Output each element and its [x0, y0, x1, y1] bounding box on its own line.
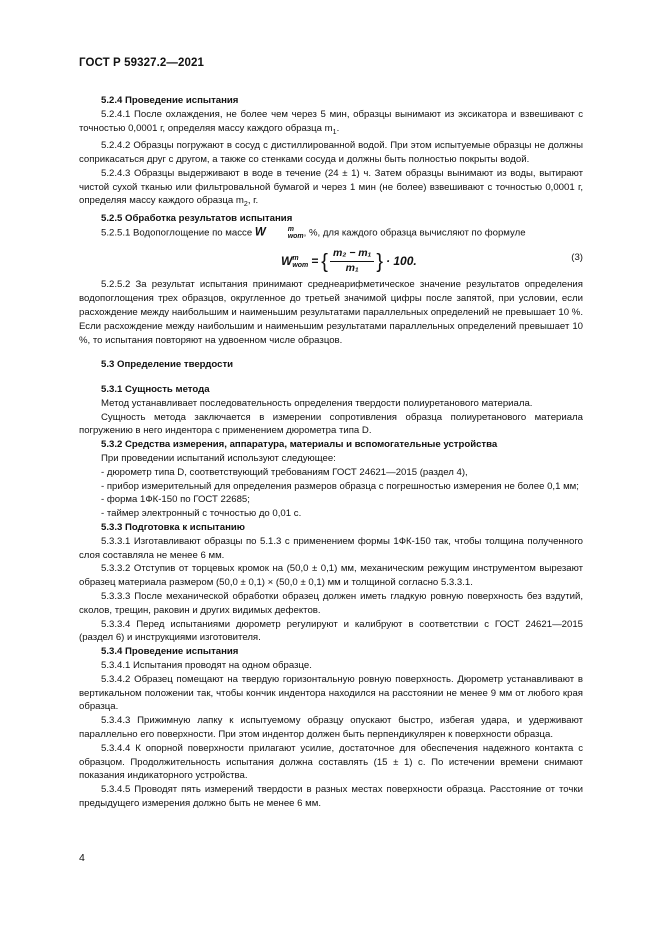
paragraph-5-2-4-1 — [79, 108, 583, 140]
list-item: - форма 1ФК-150 по ГОСТ 22685; — [101, 494, 250, 506]
document-body — [79, 94, 583, 811]
paragraph-5-3-3-2: 5.3.3.2 Отступив от торцевых кромок на (50,0 ± 0,1) мм, механическим режущим инструментом вырезают образец материала размером (50,0 ± 0,1) × (50,0 ± 0,1) мм и толщиной согласно 5.3.3.1. — [79, 563, 583, 589]
fraction-denominator: m₁ — [345, 262, 359, 275]
paragraph-5-3-4-5: 5.3.4.5 Проводят пять измерений твердости в разных местах поверхности образца. Расстояние от точки предыдущего измерения должно быть не менее 6 мм. — [79, 784, 583, 809]
formula-expression — [281, 247, 417, 276]
subscript: 1 — [332, 128, 337, 136]
paragraph-5-2-5-2: 5.2.5.2 За результат испытания принимают среднеарифметическое значение результатов определения водопоглощения трех образцов, округленное до третьей значимой цифры после запятой, при условии, если расхождение между наибольшим и наименьшим результатами параллельных определений не превышает 10 %. Если расхождение между наибольшим и наименьшим результатами параллельных определений превышает 10 %, то испытания повторяют на удвоенном числе образцов. — [79, 279, 583, 346]
paragraph-text: 5.2.4.1 После охлаждения, не более чем через 5 мин, образцы вынимают из эксикатора и взвешивают с точностью 0,0001 г, определяя массу каждого образца m — [79, 108, 583, 134]
formula-equals: = — [311, 253, 319, 268]
heading-5-3: 5.3 Определение твердости — [101, 359, 234, 371]
heading-5-2-5: 5.2.5 Обработка результатов испытания — [101, 213, 293, 225]
formula-lhs-sub: wom — [292, 261, 309, 269]
paragraph-text: 5.2.5.1 Водопоглощение по массе — [101, 227, 255, 239]
formula-number: (3) — [571, 252, 583, 264]
document-header: ГОСТ Р 59327.2—2021 — [79, 57, 204, 69]
heading-5-3-1: 5.3.1 Сущность метода — [101, 384, 210, 396]
paragraph-text-end: . — [336, 122, 340, 134]
heading-5-3-2: 5.3.2 Средства измерения, аппаратура, материалы и вспомогательные устройства — [101, 439, 498, 451]
formula-3 — [79, 242, 583, 274]
paragraph-5-3-1-b: Сущность метода заключается в измерении сопротивления образца полиуретанового материала погружению в него индентора с применением дюрометра типа D. — [79, 411, 583, 437]
fraction-numerator: m₂ − m₁ — [330, 247, 374, 262]
paragraph-5-3-4-1: 5.3.4.1 Испытания проводят на одном образце. — [101, 660, 312, 672]
heading-5-2-4: 5.2.4 Проведение испытания — [101, 95, 239, 106]
formula-lhs-indices — [292, 255, 308, 269]
formula-lhs: W — [281, 253, 293, 268]
paragraph-5-3-4-2: 5.3.4.2 Образец помещают на твердую горизонтальную ровную поверхность. Дюрометр устанавливают в вертикальном положении так, чтобы кончик индентора находился на расстоянии не менее 9 мм от любого края образца. — [79, 673, 583, 713]
paragraph-5-3-3-1: 5.3.3.1 Изготавливают образцы по 5.1.3 с применением формы 1ФК-150 так, чтобы толщина полученного слоя составляла не менее 6 мм. — [79, 535, 583, 561]
paragraph-text: 5.2.4.3 Образцы выдерживают в воде в течение (24 ± 1) ч. Затем образцы вынимают из воды, вытирают чистой сухой тканью или фильтровальной бумагой и через 1 мин (не более) взвешивают с точностью 0,0001 г, определяя массу каждого образца m — [79, 167, 583, 207]
heading-5-3-4: 5.3.4 Проведение испытания — [101, 646, 239, 658]
heading-5-3-3: 5.3.3 Подготовка к испытанию — [101, 522, 245, 534]
paragraph-5-2-4-3 — [79, 167, 583, 212]
paragraph-5-3-4-4: 5.3.4.4 К опорной поверхности прилагают усилие, достаточное для обеспечения надежного контакта с образцом. Продолжительность испытания должна составлять (15 ± 1) с. По истечении времени снимают показания индикаторного устройства. — [79, 742, 583, 782]
paragraph-5-3-3-3: 5.3.3.3 После механической обработки образец должен иметь гладкую ровную поверхность без вздутий, сколов, трещин, раковин и других видимых дефектов. — [79, 591, 583, 616]
paragraph-5-2-4-2: 5.2.4.2 Образцы погружают в сосуд с дистиллированной водой. При этом испытуемые образцы не должны соприкасаться друг с другом, а также со стенками сосуда и должны быть полностью покрыты водой. — [79, 140, 583, 166]
formula-fraction — [330, 247, 374, 276]
superscript: m — [287, 225, 294, 233]
right-brace: } — [376, 250, 384, 273]
paragraph-5-3-3-4: 5.3.3.4 Перед испытаниями дюрометр регулируют и калибруют в соответствии с ГОСТ 24621—2015 (раздел 6) и инструкциями изготовителя. — [79, 618, 583, 644]
symbol-indices — [266, 226, 304, 240]
subscript: wom — [287, 232, 304, 240]
list-item: - прибор измерительный для определения размеров образца с погрешностью измерения не более 0,1 мм; — [101, 480, 579, 492]
formula-tail: · 100. — [386, 253, 417, 268]
paragraph-5-2-5-1 — [79, 226, 583, 240]
paragraph-text-end: , %, для каждого образца вычисляют по формуле — [303, 227, 526, 239]
formula-lhs-sup: m — [292, 254, 299, 262]
page-number: 4 — [79, 852, 85, 864]
list-item: - таймер электронный с точностью до 0,01 с. — [101, 508, 302, 520]
paragraph-5-3-2-intro: При проведении испытаний используют следующее: — [101, 453, 336, 465]
paragraph-text-end: , г. — [247, 195, 259, 207]
list-item: - дюрометр типа D, соответствующий требованиям ГОСТ 24621—2015 (раздел 4), — [101, 466, 468, 478]
paragraph-5-3-1-a: Метод устанавливает последовательность определения твердости полиуретанового материала. — [101, 397, 533, 409]
symbol-w: W — [254, 226, 266, 239]
paragraph-5-3-4-3: 5.3.4.3 Прижимную лапку к испытуемому образцу опускают быстро, избегая удара, и удерживают параллельно его поверхности. При этом индентор должен быть перпендикулярен к поверхности образца. — [79, 715, 583, 741]
subscript: 2 — [243, 201, 248, 209]
left-brace: { — [321, 250, 328, 273]
